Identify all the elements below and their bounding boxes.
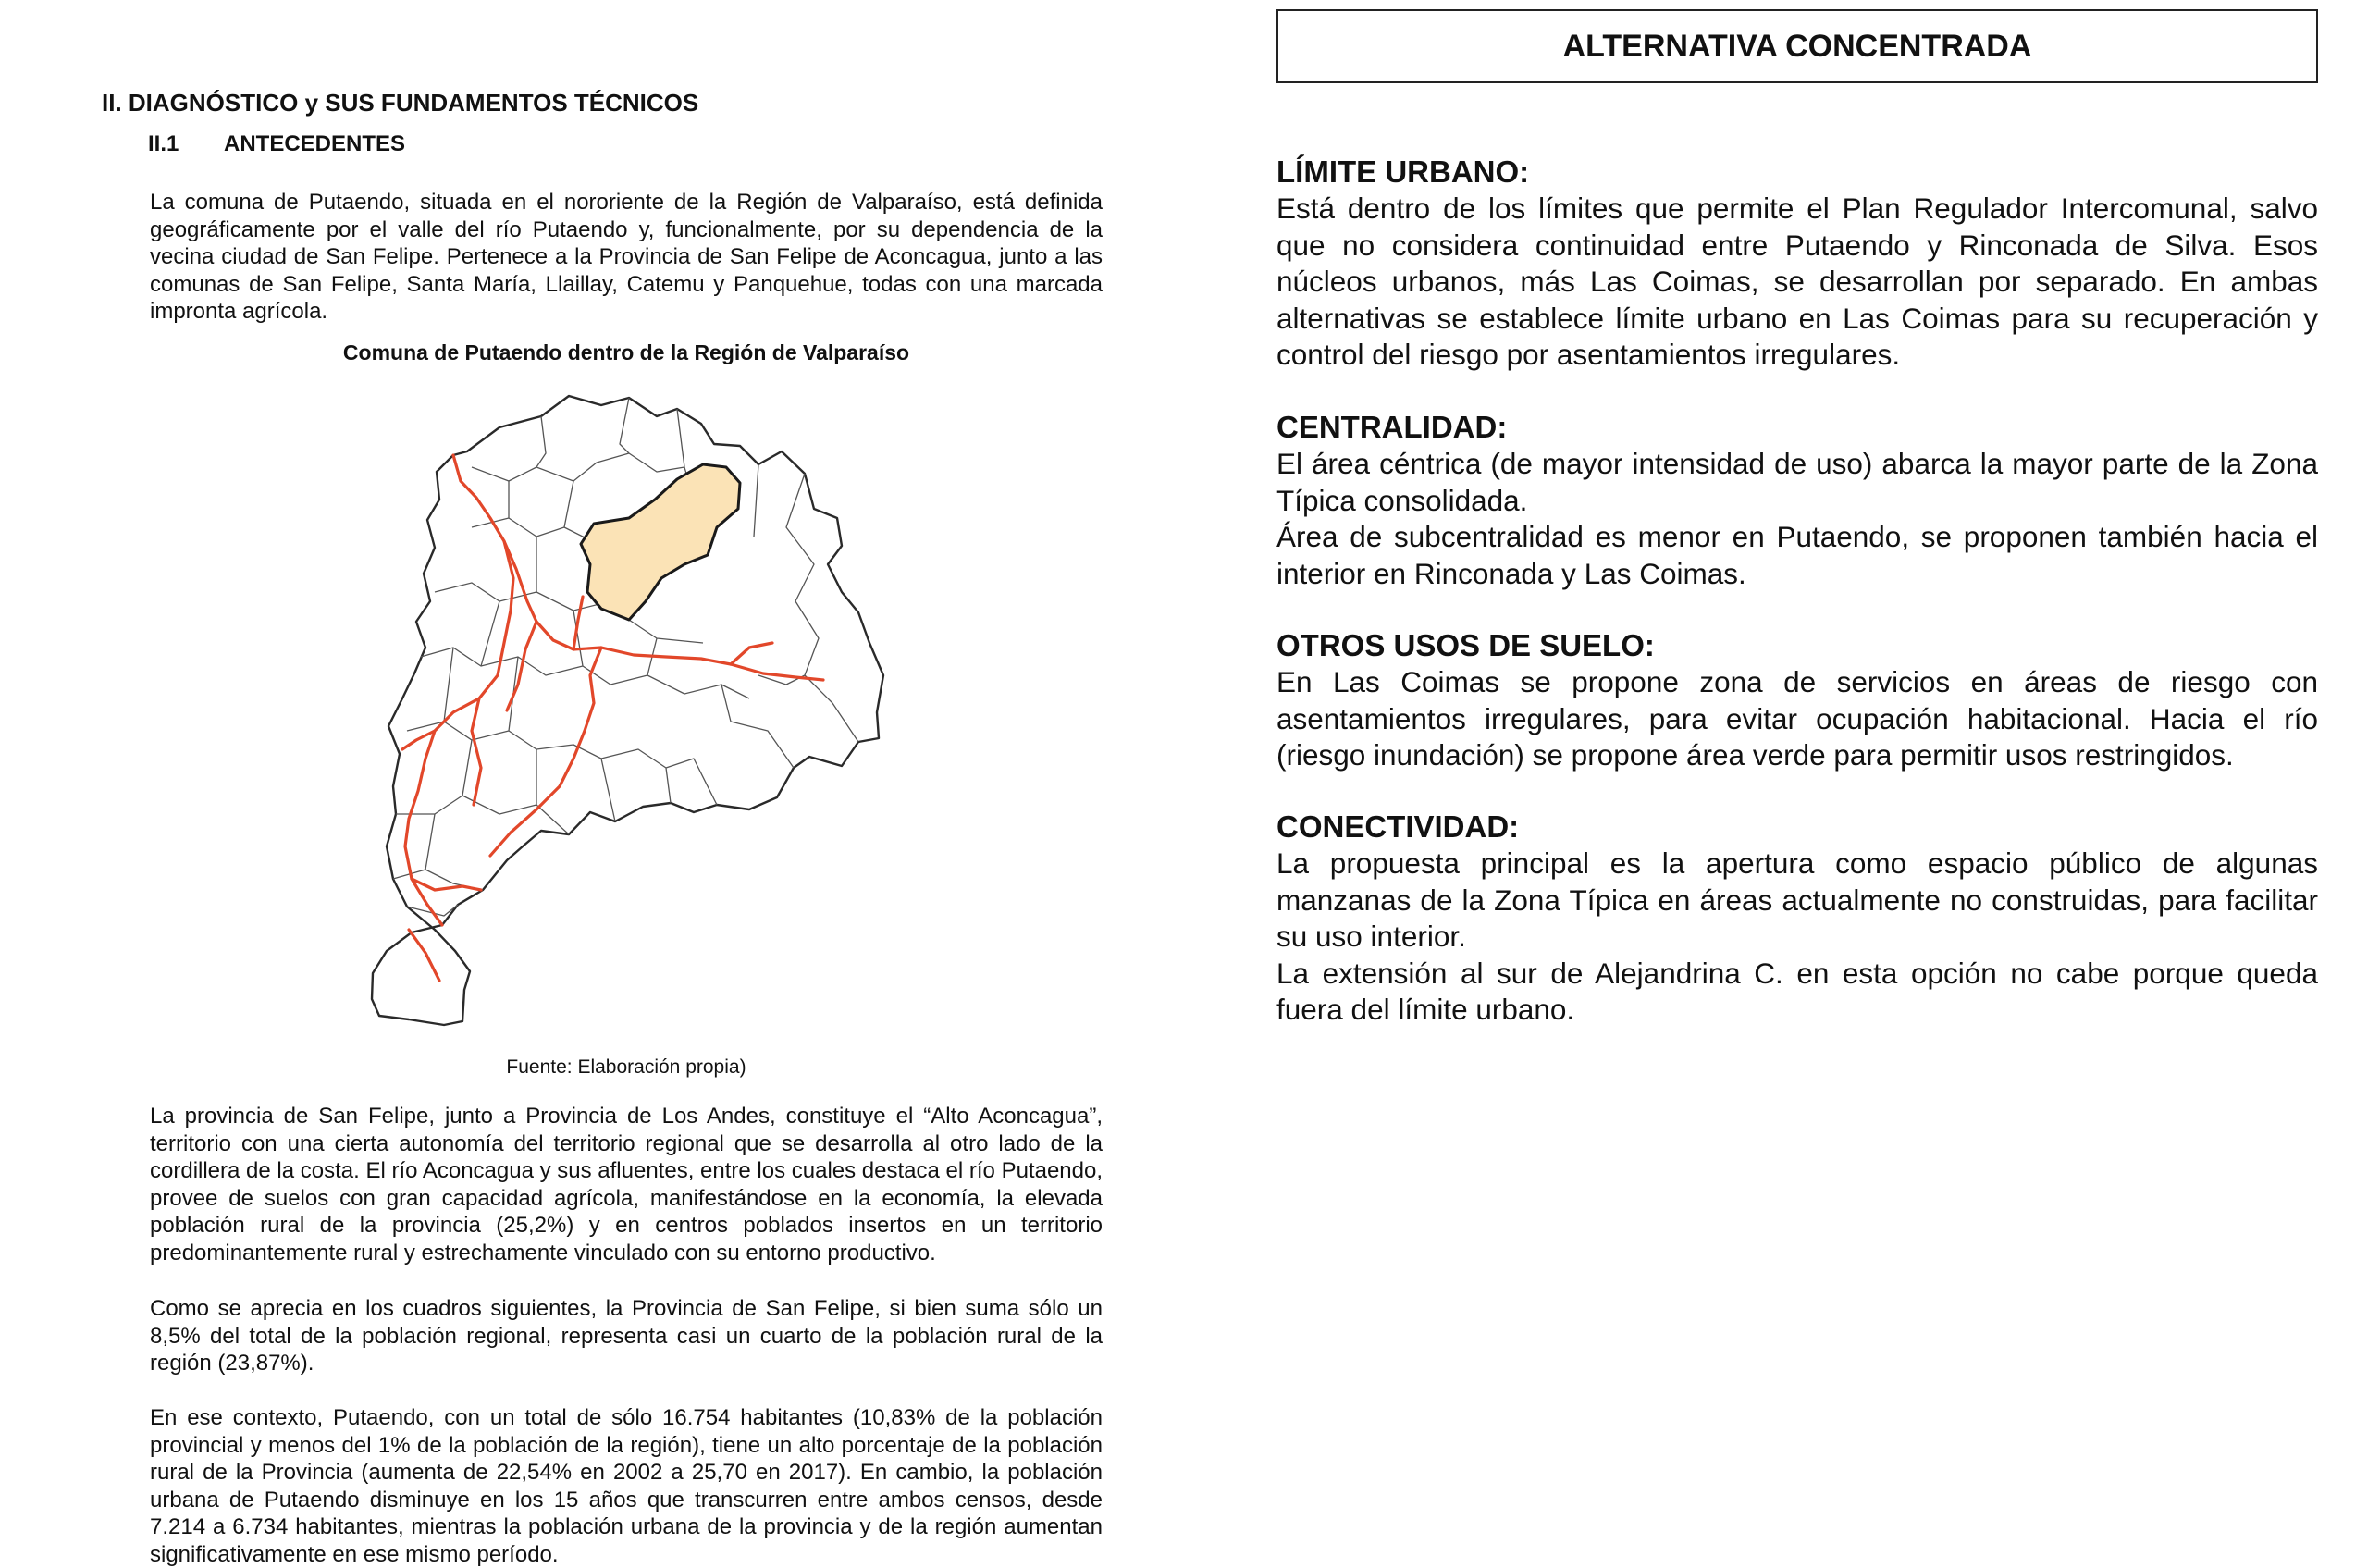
section-paragraph: Está dentro de los límites que permite el Plan Regulador Intercomunal, salvo que no considera continuidad entre Putaendo y Rinconada de Silva. Esos núcleos urbanos, más Las Coimas, se desarrollan por separado. En ambas alternativas se establece límite urbano en Las Coimas para su recuperación y control del riesgo por asentamientos irregulares. <box>1276 191 2318 371</box>
section-heading: OTROS USOS DE SUELO: <box>1276 628 1655 662</box>
map-source: Fuente: Elaboración propia) <box>506 1056 746 1078</box>
region-map-graphic <box>352 379 906 1045</box>
section-otros-usos <box>1276 627 2318 774</box>
region-outline <box>372 396 883 1025</box>
section-limite-urbano <box>1276 154 2318 374</box>
paragraph-putaendo-poblacion: En ese contexto, Putaendo, con un total de sólo 16.754 habitantes (10,83% de la población provincial y menos del 1% de la población de la región), tiene un alto porcentaje de la población rural de la Provincia (aumenta de 22,54% en 2002 a 25,70 en 2017). En cambio, la población urbana de Putaendo disminuye en los 15 años que transcurren entre ambos censos, desde 7.214 a 6.734 habitantes, mientras la población urbana de la provincia y de la región aumentan significativamente en ese mismo período. <box>150 1405 1103 1567</box>
section-centralidad <box>1276 409 2318 592</box>
section-heading: CENTRALIDAD: <box>1276 410 1508 444</box>
section-paragraph: El área céntrica (de mayor intensidad de uso) abarca la mayor parte de la Zona Típica consolidada. <box>1276 447 2318 517</box>
section-heading: CONECTIVIDAD: <box>1276 809 1520 844</box>
subsection-title <box>148 131 405 157</box>
section-conectividad <box>1276 809 2318 1029</box>
left-page <box>0 0 1184 1567</box>
subsection-number: II.1 <box>148 131 179 156</box>
section-heading: LÍMITE URBANO: <box>1276 154 1530 189</box>
alternative-title-box: ALTERNATIVA CONCENTRADA <box>1276 9 2318 83</box>
section-paragraph: La extensión al sur de Alejandrina C. en esta opción no cabe porque queda fuera del límite urbano. <box>1276 956 2318 1026</box>
subsection-label: ANTECEDENTES <box>224 131 406 156</box>
map-caption: Comuna de Putaendo dentro de la Región de Valparaíso <box>342 340 910 364</box>
section-paragraph: La propuesta principal es la apertura como espacio público de algunas manzanas de la Zona Típica en áreas actualmente no construidas, para facilitar su uso interior. <box>1276 846 2318 953</box>
section-paragraph: Área de subcentralidad es menor en Putaendo, se proponen también hacia el interior en Rinconada y Las Coimas. <box>1276 520 2318 590</box>
paragraph-alto-aconcagua: La provincia de San Felipe, junto a Provincia de Los Andes, constituye el “Alto Aconcagua”, territorio con una cierta autonomía del territorio regional que se desarrolla al otro lado de la cordillera de la costa. El río Aconcagua y sus afluentes, entre los cuales destaca el río Putaendo, provee de suelos con gran capacidad agrícola, manifestándose en la economía, la elevada población rural de la provincia (25,2%) y en centros poblados insertos en un territorio predominantemente rural y estrechamente vinculado con su entorno productivo. <box>150 1104 1103 1266</box>
paragraph-poblacion-provincial: Como se aprecia en los cuadros siguientes, la Provincia de San Felipe, si bien suma sólo un 8,5% del total de la población regional, representa casi un cuarto de la población rural de la región (23,87%). <box>150 1296 1103 1376</box>
region-map <box>352 379 906 1045</box>
intro-paragraph: La comuna de Putaendo, situada en el nororiente de la Región de Valparaíso, está definida geográficamente por el valle del río Putaendo y, funcionalmente, por su dependencia de la vecina ciudad de San Felipe. Pertenece a la Provincia de San Felipe de Aconcagua, junto a las comunas de San Felipe, Santa María, Llaillay, Catemu y Panquehue, todas con una marcada impronta agrícola. <box>150 190 1103 324</box>
section-title: II. DIAGNÓSTICO y SUS FUNDAMENTOS TÉCNICOS <box>102 89 699 117</box>
right-page <box>1184 0 2368 1557</box>
section-paragraph: En Las Coimas se propone zona de servicios en áreas de riesgo con asentamientos irregulares, para evitar ocupación habitacional. Hacia el río (riesgo inundación) se propone área verde para permitir usos restringidos. <box>1276 665 2318 772</box>
